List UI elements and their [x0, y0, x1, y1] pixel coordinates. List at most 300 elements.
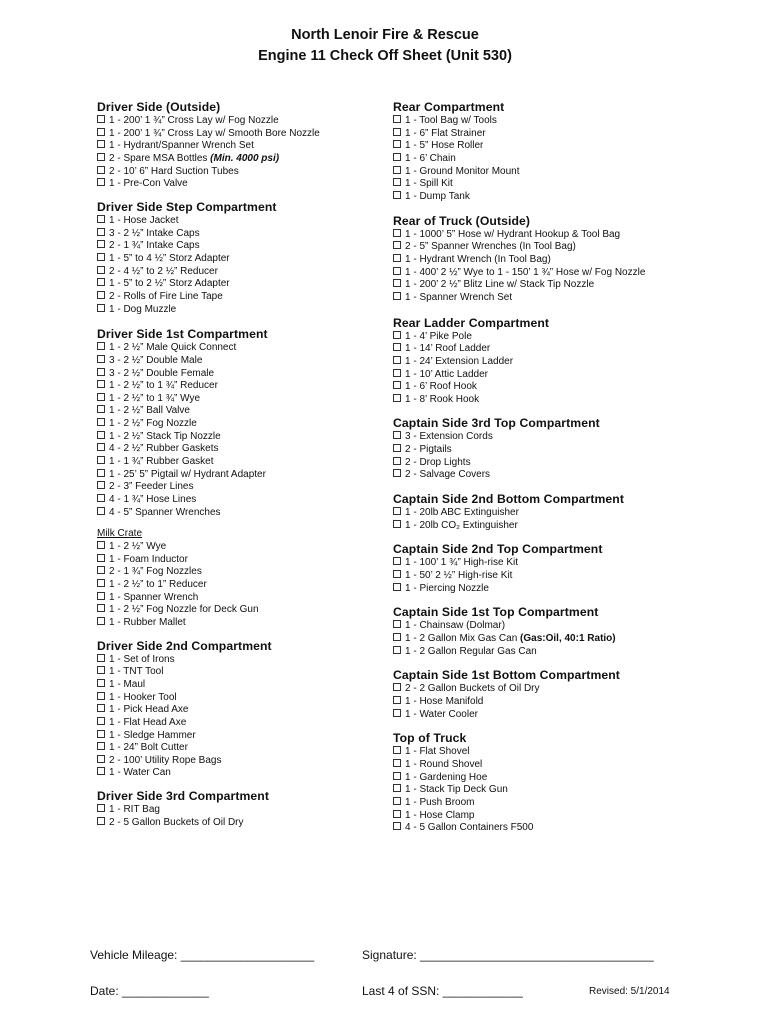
checklist-item-label: 4 - 1 ¾” Hose Lines — [109, 494, 197, 506]
section — [97, 326, 387, 629]
section-title: Captain Side 1st Top Compartment — [393, 605, 599, 620]
checklist-item[interactable] — [393, 140, 693, 153]
checkbox[interactable] — [393, 784, 401, 792]
checkbox[interactable] — [393, 369, 401, 377]
checklist-item[interactable] — [393, 254, 693, 267]
checklist-item[interactable] — [97, 755, 387, 768]
checklist-item[interactable] — [97, 153, 387, 166]
checklist-item[interactable] — [97, 140, 387, 153]
checkbox[interactable] — [97, 767, 105, 775]
section — [393, 730, 693, 835]
checkbox[interactable] — [393, 115, 401, 123]
checkbox[interactable] — [393, 810, 401, 818]
checklist-item-label: 2 - Spare MSA Bottles — [109, 152, 208, 164]
checklist-item[interactable] — [393, 822, 693, 835]
checklist-item-label: 1 - 4’ Pike Pole — [405, 330, 472, 342]
checkbox[interactable] — [97, 654, 105, 662]
checklist-item-label: 2 - 1 ¾” Fog Nozzles — [109, 566, 202, 578]
checklist-item-label: 1 - 1 ¾” Rubber Gasket — [109, 456, 214, 468]
checklist-item[interactable] — [97, 304, 387, 317]
checklist-item-label: 2 - 5” Spanner Wrenches (In Tool Bag) — [405, 241, 576, 253]
checklist-item[interactable] — [393, 394, 693, 407]
title-line-1: North Lenoir Fire & Rescue — [291, 27, 479, 43]
checkbox[interactable] — [97, 456, 105, 464]
checkbox[interactable] — [393, 457, 401, 465]
checkbox[interactable] — [97, 418, 105, 426]
checklist-item[interactable] — [393, 444, 693, 457]
checklist-item-label: 1 - Flat Shovel — [405, 746, 470, 758]
checklist-item[interactable] — [97, 481, 387, 494]
checklist-item[interactable] — [97, 679, 387, 692]
checkbox[interactable] — [393, 759, 401, 767]
checklist-item-label: 1 - Dog Muzzle — [109, 303, 177, 315]
checklist-item-label: 1 - 6” Flat Strainer — [405, 127, 486, 139]
checkbox[interactable] — [393, 746, 401, 754]
checklist-item[interactable] — [97, 405, 387, 418]
checklist-item-label: 1 - Water Can — [109, 767, 171, 779]
checklist-item[interactable] — [393, 583, 693, 596]
checklist-item-label: 1 - 2 Gallon Regular Gas Can — [405, 645, 537, 657]
checkbox[interactable] — [393, 683, 401, 691]
checklist-item-label: 1 - TNT Tool — [109, 666, 164, 678]
checklist-item-label: 1 - 200’ 1 ¾” Cross Lay w/ Smooth Bore Nozzle — [109, 127, 320, 139]
checklist-item[interactable] — [393, 696, 693, 709]
checkbox[interactable] — [97, 481, 105, 489]
checklist-item-label: 2 - Pigtails — [405, 444, 452, 456]
checkbox[interactable] — [97, 253, 105, 261]
checklist-item-label: 1 - 24” Bolt Cutter — [109, 742, 188, 754]
checklist-item[interactable] — [97, 579, 387, 592]
checklist-item-label: 1 - Tool Bag w/ Tools — [405, 115, 497, 126]
checklist-item[interactable] — [97, 291, 387, 304]
checklist-item[interactable] — [97, 342, 387, 355]
section-title: Driver Side Step Compartment — [97, 199, 277, 214]
checklist-item-label: 1 - Round Shovel — [405, 758, 483, 770]
checklist-item-label: 1 - 20lb ABC Extinguisher — [405, 507, 519, 519]
checkbox[interactable] — [97, 178, 105, 186]
checkbox[interactable] — [97, 215, 105, 223]
checklist-item[interactable] — [97, 507, 387, 520]
checklist-item[interactable] — [393, 191, 693, 204]
checklist-item[interactable] — [393, 331, 693, 344]
checkbox[interactable] — [97, 804, 105, 812]
checklist-item-label: 1 - 2 ½” Wye — [109, 540, 167, 552]
checklist-item-label: 1 - 2 ½” to 1 ¾” Reducer — [109, 380, 218, 392]
checkbox[interactable] — [97, 368, 105, 376]
section — [393, 99, 693, 204]
checkbox[interactable] — [97, 579, 105, 587]
checkbox[interactable] — [97, 666, 105, 674]
checklist-item[interactable] — [393, 746, 693, 759]
checklist-item[interactable] — [97, 617, 387, 630]
section — [393, 315, 693, 407]
checklist-item[interactable] — [97, 717, 387, 730]
checkbox[interactable] — [393, 292, 401, 300]
checklist-item[interactable] — [97, 692, 387, 705]
section-title: Driver Side 2nd Compartment — [97, 638, 272, 653]
checklist-item[interactable] — [97, 393, 387, 406]
checklist-item[interactable] — [97, 215, 387, 228]
checklist-item-label: 1 - Hooker Tool — [109, 691, 177, 703]
checklist-item[interactable] — [393, 166, 693, 179]
checklist-item[interactable] — [393, 772, 693, 785]
checkbox[interactable] — [97, 393, 105, 401]
checkbox[interactable] — [393, 444, 401, 452]
checklist-item[interactable] — [97, 566, 387, 579]
checklist-item[interactable] — [393, 810, 693, 823]
checkbox[interactable] — [97, 742, 105, 750]
checklist-item-label: 1 - Ground Monitor Mount — [405, 165, 520, 177]
checklist-item[interactable] — [97, 418, 387, 431]
section-title: Driver Side (Outside) — [97, 100, 221, 114]
checkbox[interactable] — [393, 646, 401, 654]
section — [97, 99, 387, 191]
checklist-item-label: 2 - Rolls of Fire Line Tape — [109, 290, 223, 302]
checkbox[interactable] — [393, 620, 401, 628]
checklist-item[interactable] — [97, 278, 387, 291]
checkbox[interactable] — [97, 554, 105, 562]
section — [393, 667, 693, 721]
section-title: Driver Side 3rd Compartment — [97, 789, 270, 804]
checklist-item[interactable] — [97, 494, 387, 507]
checkbox[interactable] — [97, 153, 105, 161]
checkbox[interactable] — [97, 541, 105, 549]
checklist-item[interactable] — [393, 709, 693, 722]
checklist-item-label: 1 - Spanner Wrench — [109, 591, 199, 603]
checkbox[interactable] — [97, 115, 105, 123]
checklist-item[interactable] — [393, 153, 693, 166]
checklist-item[interactable] — [393, 115, 693, 128]
checkbox[interactable] — [393, 507, 401, 515]
checklist-item-label: 1 - 24’ Extension Ladder — [405, 355, 514, 367]
checklist-item[interactable] — [97, 704, 387, 717]
checklist-item-label: 1 - Hydrant/Spanner Wrench Set — [109, 140, 254, 152]
checklist-item[interactable] — [393, 507, 693, 520]
checkbox[interactable] — [393, 520, 401, 528]
left-column — [97, 99, 387, 829]
section — [97, 638, 387, 781]
checklist-item-label: 1 - 10’ Attic Ladder — [405, 368, 489, 380]
checkbox[interactable] — [393, 696, 401, 704]
checkbox[interactable] — [97, 717, 105, 725]
checkbox[interactable] — [97, 128, 105, 136]
checkbox[interactable] — [97, 166, 105, 174]
checklist-item-label: 1 - 2 Gallon Mix Gas Can — [405, 633, 518, 645]
checkbox[interactable] — [97, 617, 105, 625]
checklist-item[interactable] — [393, 457, 693, 470]
checklist-item-label: 1 - Gardening Hoe — [405, 771, 488, 783]
checklist-item-label: 1 - 100’ 1 ¾” High-rise Kit — [405, 557, 519, 569]
section-title: Captain Side 2nd Bottom Compartment — [393, 492, 625, 507]
checklist-item[interactable] — [97, 554, 387, 567]
checkbox[interactable] — [393, 394, 401, 402]
checklist-item[interactable] — [393, 292, 693, 305]
signature-field[interactable]: Signature: ___________________________________ — [362, 948, 654, 962]
checklist-item-label: 1 - Pick Head Axe — [109, 704, 189, 716]
section-title: Captain Side 1st Bottom Compartment — [393, 668, 620, 683]
checkbox[interactable] — [393, 583, 401, 591]
checkbox[interactable] — [97, 443, 105, 451]
checkbox[interactable] — [393, 356, 401, 364]
checklist-item-label: 1 - Hydrant Wrench (In Tool Bag) — [405, 253, 551, 265]
checklist-item-label: 1 - 14’ Roof Ladder — [405, 343, 491, 355]
checkbox[interactable] — [97, 140, 105, 148]
checkbox[interactable] — [97, 380, 105, 388]
checklist-item-label: 1 - Hose Clamp — [405, 809, 475, 821]
checkbox[interactable] — [393, 279, 401, 287]
subsection-title: Milk Crate — [97, 528, 143, 540]
checklist-item-label: 1 - 2 ½” Fog Nozzle for Deck Gun — [109, 604, 259, 616]
checklist-item-label: 3 - 2 ½” Double Female — [109, 367, 215, 379]
section-title: Rear Ladder Compartment — [393, 315, 550, 330]
checklist-item[interactable] — [393, 431, 693, 444]
checkbox[interactable] — [393, 241, 401, 249]
section-title: Captain Side 3rd Top Compartment — [393, 416, 600, 431]
checklist-item[interactable] — [97, 730, 387, 743]
checklist-item-label: 1 - Push Broom — [405, 796, 475, 808]
checklist-item[interactable] — [393, 646, 693, 659]
checkbox[interactable] — [97, 342, 105, 350]
checklist-item-label: 2 - Salvage Covers — [405, 469, 491, 481]
checklist-item[interactable] — [393, 381, 693, 394]
section — [97, 199, 387, 316]
checklist-item-label: 1 - Chainsaw (Dolmar) — [405, 620, 506, 632]
checklist-item[interactable] — [97, 166, 387, 179]
checkbox[interactable] — [97, 704, 105, 712]
checkbox[interactable] — [393, 469, 401, 477]
checklist-item-label: 2 - 10’ 6” Hard Suction Tubes — [109, 165, 239, 177]
checklist-item[interactable] — [97, 742, 387, 755]
checklist-item[interactable] — [97, 604, 387, 617]
checklist-item-label: 1 - Spanner Wrench Set — [405, 291, 513, 303]
checklist-item[interactable] — [97, 253, 387, 266]
checklist-item-label: 1 - Foam Inductor — [109, 553, 188, 565]
checkbox[interactable] — [97, 730, 105, 738]
checklist-item-label: 1 - 200’ 1 ¾” Cross Lay w/ Fog Nozzle — [109, 115, 279, 126]
checkbox[interactable] — [393, 381, 401, 389]
checklist-item[interactable] — [97, 115, 387, 128]
checklist-item-label: 2 - 5 Gallon Buckets of Oil Dry — [109, 816, 244, 828]
checklist-item[interactable] — [97, 817, 387, 830]
checklist-item-label: 1 - Flat Head Axe — [109, 716, 187, 728]
section — [97, 788, 387, 829]
checkbox[interactable] — [393, 709, 401, 717]
checklist-item-label: 1 - 20lb CO₂ Extinguisher — [405, 519, 518, 531]
checklist-item-label: 3 - 2 ½” Intake Caps — [109, 227, 200, 239]
checklist-item[interactable] — [393, 267, 693, 280]
section-title: Captain Side 2nd Top Compartment — [393, 542, 603, 557]
checklist-item-label: 1 - 50’ 2 ½” High-rise Kit — [405, 570, 513, 582]
section — [393, 541, 693, 595]
right-column — [393, 99, 693, 835]
checklist-item-label: 1 - Rubber Mallet — [109, 616, 186, 628]
revised-date: Revised: 5/1/2014 — [589, 986, 670, 997]
checklist-item[interactable] — [393, 343, 693, 356]
checklist-item-label: 1 - 5” to 4 ½” Storz Adapter — [109, 252, 230, 264]
item-note: (Gas:Oil, 40:1 Ratio) — [520, 633, 616, 645]
checklist-item[interactable] — [97, 380, 387, 393]
section-title: Rear of Truck (Outside) — [393, 213, 531, 228]
checkbox[interactable] — [393, 191, 401, 199]
checklist-item-label: 4 - 5” Spanner Wrenches — [109, 506, 221, 518]
checklist-item[interactable] — [97, 128, 387, 141]
checkbox[interactable] — [97, 304, 105, 312]
item-note: (Min. 4000 psi) — [210, 152, 280, 164]
checklist-item-label: 1 - Dump Tank — [405, 190, 470, 202]
checklist-item[interactable] — [97, 592, 387, 605]
checklist-item-label: 4 - 2 ½” Rubber Gaskets — [109, 443, 219, 455]
checkbox[interactable] — [393, 557, 401, 565]
checklist-item[interactable] — [97, 767, 387, 780]
checklist-item-label: 1 - 1000’ 5” Hose w/ Hydrant Hookup & Tool Bag — [405, 228, 621, 240]
checkbox[interactable] — [393, 431, 401, 439]
checkbox[interactable] — [393, 267, 401, 275]
checkbox[interactable] — [97, 266, 105, 274]
checklist-item[interactable] — [97, 368, 387, 381]
checklist-item-label: 1 - Maul — [109, 678, 146, 690]
checkbox[interactable] — [393, 178, 401, 186]
checkbox[interactable] — [393, 166, 401, 174]
checkbox[interactable] — [97, 240, 105, 248]
checklist-item-label: 1 - 5” to 2 ½” Storz Adapter — [109, 278, 230, 290]
checkbox[interactable] — [393, 772, 401, 780]
checklist-item-label: 1 - Hose Jacket — [109, 214, 179, 226]
checkbox[interactable] — [97, 507, 105, 515]
ssn-field[interactable]: Last 4 of SSN: ____________ — [362, 984, 523, 998]
checklist-item-label: 1 - 25’ 5” Pigtail w/ Hydrant Adapter — [109, 468, 266, 480]
section — [393, 415, 693, 482]
checklist-item[interactable] — [393, 570, 693, 583]
checkbox[interactable] — [97, 405, 105, 413]
checklist-item-label: 1 - 6’ Chain — [405, 152, 456, 164]
section — [393, 213, 693, 305]
checkbox[interactable] — [97, 494, 105, 502]
checklist-item-label: 1 - Water Cooler — [405, 708, 478, 720]
title-line-2: Engine 11 Check Off Sheet (Unit 530) — [258, 48, 512, 64]
date-field[interactable]: Date: _____________ — [90, 984, 209, 998]
section — [393, 604, 693, 658]
checkbox[interactable] — [393, 229, 401, 237]
checklist-item-label: 2 - 4 ½” to 2 ½” Reducer — [109, 265, 218, 277]
checklist-item[interactable] — [97, 541, 387, 554]
vehicle-mileage-field[interactable]: Vehicle Mileage: ____________________ — [90, 948, 315, 962]
checklist-item-label: 1 - 6’ Roof Hook — [405, 381, 477, 393]
checklist-item[interactable] — [393, 759, 693, 772]
checkbox[interactable] — [393, 822, 401, 830]
checklist-item-label: 1 - 2 ½” Stack Tip Nozzle — [109, 430, 221, 442]
checkbox[interactable] — [393, 128, 401, 136]
checkbox[interactable] — [393, 331, 401, 339]
checklist-item-label: 4 - 5 Gallon Containers F500 — [405, 822, 534, 834]
checkbox[interactable] — [393, 633, 401, 641]
checklist-item[interactable] — [393, 797, 693, 810]
checklist-item[interactable] — [97, 443, 387, 456]
checklist-item[interactable] — [393, 241, 693, 254]
checklist-item-label: 3 - 2 ½” Double Male — [109, 354, 203, 366]
checklist-item-label: 1 - 2 ½” to 1” Reducer — [109, 578, 207, 590]
checklist-item-label: 1 - 400’ 2 ½” Wye to 1 - 150’ 1 ¾” Hose w/ Fog Nozzle — [405, 266, 646, 278]
checklist-item-label: 1 - 2 ½” to 1 ¾” Wye — [109, 392, 201, 404]
checklist-item[interactable] — [393, 178, 693, 191]
checklist-item[interactable] — [393, 784, 693, 797]
checklist-item[interactable] — [97, 228, 387, 241]
checklist-item[interactable] — [393, 229, 693, 242]
checklist-item[interactable] — [97, 804, 387, 817]
checklist-item[interactable] — [97, 654, 387, 667]
checkbox[interactable] — [97, 755, 105, 763]
checklist-item-label: 1 - Stack Tip Deck Gun — [405, 784, 508, 796]
checklist-item-label: 1 - 8’ Rook Hook — [405, 393, 480, 405]
checkbox[interactable] — [393, 153, 401, 161]
section-title: Top of Truck — [393, 731, 467, 746]
checkbox[interactable] — [97, 431, 105, 439]
checkbox[interactable] — [97, 278, 105, 286]
checkbox[interactable] — [97, 291, 105, 299]
checkbox[interactable] — [393, 140, 401, 148]
checklist-item[interactable] — [97, 666, 387, 679]
checklist-item[interactable] — [393, 557, 693, 570]
checklist-item-label: 1 - RIT Bag — [109, 804, 160, 816]
section-title: Driver Side 1st Compartment — [97, 327, 268, 342]
checklist-item[interactable] — [393, 356, 693, 369]
checklist-item-label: 2 - 3” Feeder Lines — [109, 481, 194, 493]
checklist-item[interactable] — [97, 431, 387, 444]
checkbox[interactable] — [393, 254, 401, 262]
checklist-item-label: 1 - 2 ½” Ball Valve — [109, 405, 190, 417]
checkbox[interactable] — [97, 228, 105, 236]
checklist-item-label: 1 - 2 ½” Fog Nozzle — [109, 418, 197, 430]
checklist-item-label: 1 - 2 ½” Male Quick Connect — [109, 342, 237, 354]
checkbox[interactable] — [97, 566, 105, 574]
checklist-item-label: 1 - Hose Manifold — [405, 696, 484, 707]
checklist-item-label: 2 - 100’ Utility Rope Bags — [109, 754, 222, 766]
checkbox[interactable] — [97, 692, 105, 700]
checklist-item-label: 1 - Pre-Con Valve — [109, 178, 188, 190]
checklist-item[interactable] — [393, 469, 693, 482]
checklist-item-label: 1 - Sledge Hammer — [109, 729, 196, 741]
checklist-item-label: 3 - Extension Cords — [405, 431, 493, 443]
checkbox[interactable] — [393, 797, 401, 805]
checklist-item[interactable] — [393, 683, 693, 696]
checklist-item-label: 1 - 5” Hose Roller — [405, 140, 484, 152]
checkbox[interactable] — [97, 355, 105, 363]
checklist-item[interactable] — [393, 369, 693, 382]
checklist-item[interactable] — [393, 633, 693, 646]
checklist-item[interactable] — [97, 266, 387, 279]
checkbox[interactable] — [97, 679, 105, 687]
checkbox[interactable] — [97, 469, 105, 477]
checklist-item-label: 1 - 200’ 2 ½” Blitz Line w/ Stack Tip Nozzle — [405, 279, 595, 291]
checklist-item-label: 1 - Spill Kit — [405, 178, 453, 190]
checklist-item[interactable] — [97, 355, 387, 368]
checklist-item-label: 2 - 1 ¾” Intake Caps — [109, 240, 200, 252]
checklist-item[interactable] — [97, 240, 387, 253]
checklist-item-label: 2 - Drop Lights — [405, 456, 471, 468]
checkbox[interactable] — [97, 604, 105, 612]
checklist-item[interactable] — [393, 279, 693, 292]
checklist-item[interactable] — [393, 620, 693, 633]
checklist-item[interactable] — [97, 456, 387, 469]
checklist-item[interactable] — [97, 178, 387, 191]
checkbox[interactable] — [393, 570, 401, 578]
checklist-item[interactable] — [97, 469, 387, 482]
checklist-item[interactable] — [393, 128, 693, 141]
checklist-item-label: 2 - 2 Gallon Buckets of Oil Dry — [405, 683, 540, 695]
checklist-item[interactable] — [393, 520, 693, 533]
checkbox[interactable] — [393, 343, 401, 351]
checkbox[interactable] — [97, 592, 105, 600]
checkbox[interactable] — [97, 817, 105, 825]
